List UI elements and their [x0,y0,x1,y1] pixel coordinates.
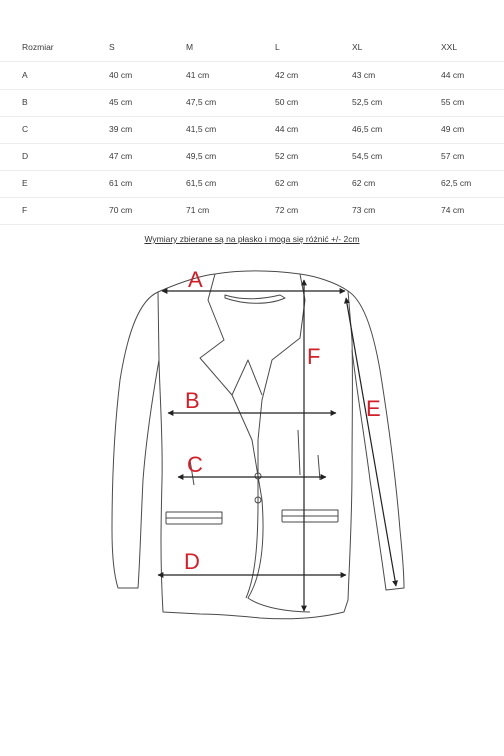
blazer-outline [112,271,404,619]
table-cell: 45 cm [109,97,133,107]
table-cell: 44 cm [275,124,299,134]
arrow-e [346,298,396,586]
table-cell: 49 cm [441,124,465,134]
table-cell: 52 cm [275,151,299,161]
label-e: E [366,396,381,421]
table-cell: 52,5 cm [352,97,383,107]
table-row [0,89,504,117]
blazer-diagram [0,252,504,652]
header-cell: S [109,42,115,52]
table-cell: 62 cm [275,178,299,188]
table-cell: 47 cm [109,151,133,161]
table-cell: 57 cm [441,151,465,161]
table-cell: 61 cm [109,178,133,188]
table-cell: 42 cm [275,70,299,80]
table-cell: 55 cm [441,97,465,107]
table-cell: 54,5 cm [352,151,383,161]
table-cell: E [22,178,28,188]
table-cell: 44 cm [441,70,465,80]
table-cell: 62,5 cm [441,178,472,188]
table-cell: 39 cm [109,124,133,134]
header-cell: L [275,42,280,52]
table-cell: 49,5 cm [186,151,217,161]
table-cell: 41 cm [186,70,210,80]
table-cell: 41,5 cm [186,124,217,134]
label-f: F [307,344,321,369]
table-row [0,116,504,144]
table-cell: 47,5 cm [186,97,217,107]
table-cell: 40 cm [109,70,133,80]
table-cell: 46,5 cm [352,124,383,134]
header-cell: M [186,42,194,52]
table-row [0,170,504,198]
table-header-row [0,34,504,62]
table-cell: 72 cm [275,205,299,215]
table-cell: 61,5 cm [186,178,217,188]
measurement-note: Wymiary zbierane są na płasko i moga się różnić +/- 2cm [144,234,360,244]
table-cell: B [22,97,28,107]
label-a: A [188,267,203,292]
header-cell: Rozmiar [22,42,54,52]
table-cell: 50 cm [275,97,299,107]
header-cell: XL [352,42,363,52]
label-b: B [185,388,200,413]
table-cell: 62 cm [352,178,376,188]
table-cell: 70 cm [109,205,133,215]
table-row [0,62,504,90]
table-cell: D [22,151,29,161]
table-cell: 43 cm [352,70,376,80]
table-cell: A [22,70,28,80]
table-cell: F [22,205,28,215]
header-cell: XXL [441,42,458,52]
table-cell: 74 cm [441,205,465,215]
label-d: D [184,549,200,574]
table-row [0,143,504,171]
label-c: C [187,452,203,477]
table-cell: 73 cm [352,205,376,215]
table-cell: C [22,124,29,134]
table-row [0,197,504,225]
table-cell: 71 cm [186,205,210,215]
